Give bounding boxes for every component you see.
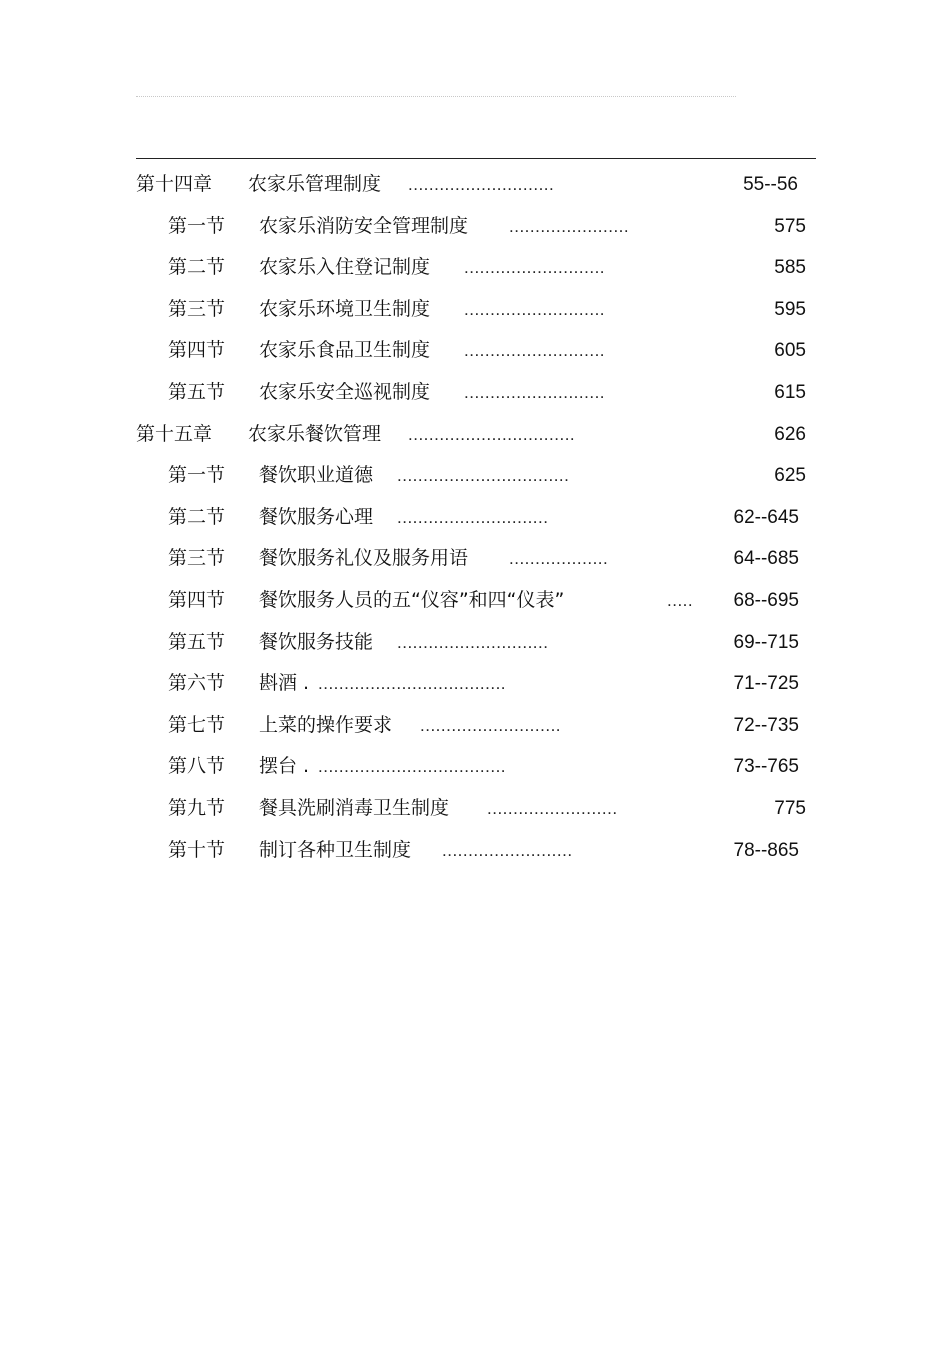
toc-title: 农家乐入住登记制度 [259, 256, 431, 279]
toc-page-number: 615 [774, 381, 806, 403]
toc-leader-dots: ................... [509, 549, 609, 569]
toc-section[interactable] [0, 622, 950, 664]
toc-title: 餐具洗刷消毒卫生制度 [259, 796, 450, 819]
toc-label: 第三节 [168, 297, 226, 320]
toc-label: 第一节 [168, 214, 226, 237]
toc-page-number: 73--765 [733, 756, 799, 778]
toc-page-number: 775 [774, 797, 806, 819]
toc-leader-dots: .................................... [318, 757, 507, 777]
toc-page-number: 605 [774, 340, 806, 362]
toc-chapter-14[interactable] [0, 164, 950, 206]
toc-leader-dots: ........................... [464, 299, 606, 319]
toc-section[interactable] [0, 372, 950, 414]
toc-leader-dots: ................................ [408, 424, 576, 444]
toc-title: 餐饮服务心理 [259, 505, 374, 528]
toc-section[interactable] [0, 788, 950, 830]
toc-leader-dots: .................................... [318, 674, 507, 694]
toc-label: 第四节 [168, 339, 226, 362]
toc-section[interactable] [0, 580, 950, 622]
toc-section[interactable] [0, 497, 950, 539]
toc-label: 第五节 [168, 630, 226, 653]
toc-label: 第二节 [168, 256, 226, 279]
toc-leader-dots: ............................ [408, 175, 555, 194]
toc-section[interactable] [0, 247, 950, 289]
toc-page-number: 64--685 [733, 548, 799, 570]
toc-title: 餐饮服务人员的五“仪容”和四“仪表” [259, 588, 565, 611]
toc-label: 第二节 [168, 505, 226, 528]
toc-label: 第四节 [168, 588, 226, 611]
toc-title: 农家乐管理制度 [248, 173, 382, 195]
toc-section[interactable] [0, 538, 950, 580]
toc-label: 第十五章 [136, 422, 213, 445]
toc-leader-dots: ........................... [464, 341, 606, 361]
header-solid-rule [136, 158, 816, 159]
toc-leader-dots: ....................... [509, 216, 630, 236]
toc-title: 农家乐餐饮管理 [248, 422, 382, 445]
toc-label: 第七节 [168, 713, 226, 736]
toc-section[interactable] [0, 705, 950, 747]
toc-section[interactable] [0, 663, 950, 705]
toc-section[interactable] [0, 289, 950, 331]
toc-section[interactable] [0, 206, 950, 248]
toc-leader-dots: ......................... [487, 798, 618, 818]
toc-page-number: 575 [774, 215, 806, 237]
toc-section[interactable] [0, 455, 950, 497]
toc-label: 第十四章 [136, 173, 213, 195]
toc-title: 摆台 . [259, 755, 310, 778]
toc-leader-dots: ............................. [397, 507, 549, 527]
toc-title: 餐饮职业道德 [259, 464, 374, 487]
toc-leader-dots: ................................. [397, 466, 570, 486]
toc-leader-dots: ......................... [442, 840, 573, 860]
toc-section[interactable] [0, 830, 950, 872]
toc-leader-dots: ........................... [464, 382, 606, 402]
toc-label: 第八节 [168, 755, 226, 778]
toc-label: 第六节 [168, 672, 226, 695]
toc-page-number: 69--715 [733, 631, 799, 653]
toc-page-number: 626 [774, 423, 806, 445]
toc-chapter-15[interactable] [0, 414, 950, 456]
toc-page-number: 585 [774, 257, 806, 279]
header-dotted-rule [136, 96, 736, 97]
toc-page-number: 68--695 [733, 589, 799, 611]
toc-section[interactable] [0, 746, 950, 788]
toc-title: 餐饮服务礼仪及服务用语 [259, 547, 469, 570]
toc-section[interactable] [0, 330, 950, 372]
toc-leader-dots: ..... [667, 590, 694, 610]
toc-page-number: 595 [774, 298, 806, 320]
toc-page-number: 625 [774, 465, 806, 487]
toc-title: 农家乐食品卫生制度 [259, 339, 431, 362]
toc-title: 制订各种卫生制度 [259, 838, 412, 861]
toc-title: 农家乐环境卫生制度 [259, 297, 431, 320]
toc-label: 第十节 [168, 838, 226, 861]
toc-leader-dots: ............................. [397, 632, 549, 652]
toc-label: 第三节 [168, 547, 226, 570]
toc-title: 斟酒 . [259, 672, 310, 695]
toc-leader-dots: ........................... [420, 715, 562, 735]
toc-title: 农家乐安全巡视制度 [259, 380, 431, 403]
toc-page-number: 62--645 [733, 506, 799, 528]
table-of-contents [0, 164, 950, 871]
toc-page-number: 78--865 [733, 839, 799, 861]
toc-page-number: 71--725 [733, 673, 799, 695]
toc-label: 第五节 [168, 380, 226, 403]
toc-leader-dots: ........................... [464, 258, 606, 278]
toc-title: 餐饮服务技能 [259, 630, 374, 653]
toc-title: 农家乐消防安全管理制度 [259, 214, 469, 237]
toc-page-number: 72--735 [733, 714, 799, 736]
toc-title: 上菜的操作要求 [259, 713, 393, 736]
toc-page-number: 55--56 [743, 174, 798, 195]
toc-label: 第一节 [168, 464, 226, 487]
toc-label: 第九节 [168, 796, 226, 819]
